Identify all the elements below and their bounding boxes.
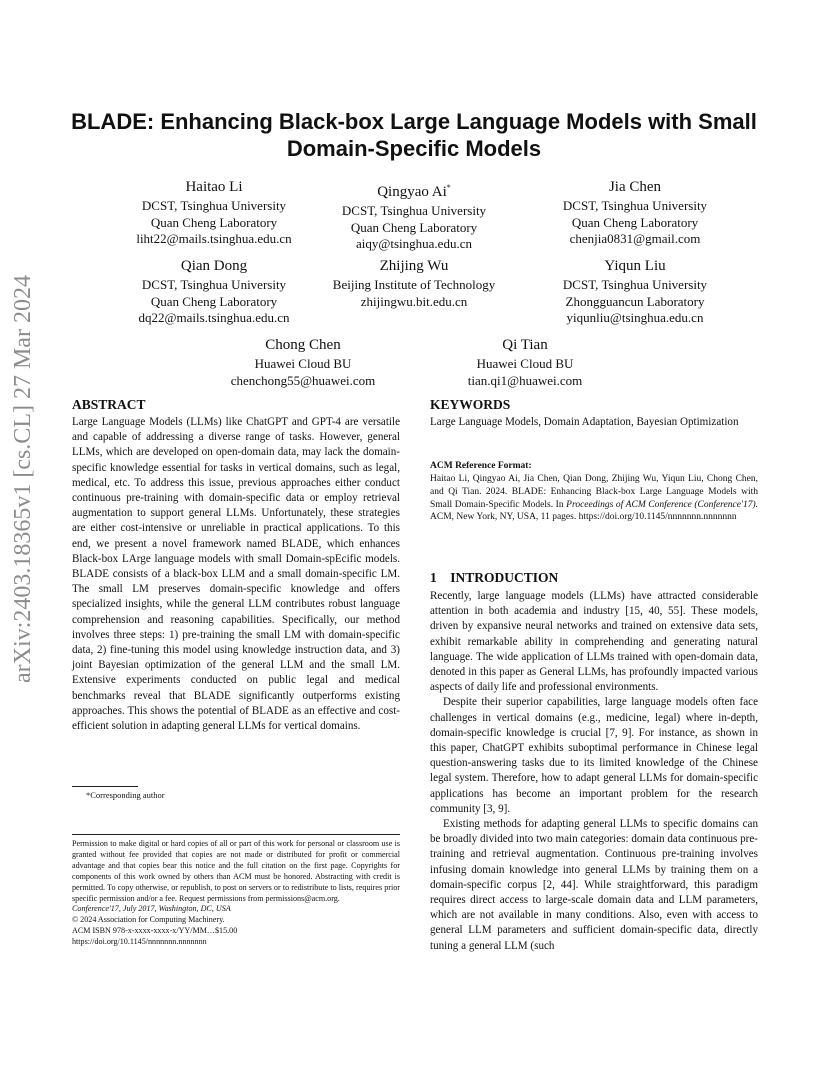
intro-paragraph: Recently, large language models (LLMs) have attracted considerable attention in both academia and industry [15, 40, 55]. These models, driven by expansive neural networks and trained on extensive data sets, exhibit remarkable ability in comprehending and generating natural language. The wide application of LLMs trained with open-domain data, denoted in this paper as General LLMs, has profoundly impacted various aspects of daily life and professional environments. [430, 590, 758, 694]
author-affiliation: Huawei Cloud BU [476, 356, 574, 371]
conference-line: Conference'17, July 2017, Washington, DC, USA [72, 904, 231, 914]
author-name: Qi Tian [502, 337, 548, 353]
author-affiliation: DCST, Tsinghua University [341, 203, 487, 218]
author-affiliation: DCST, Tsinghua University [141, 277, 287, 292]
author-affiliation: Zhongguancun Laboratory [565, 293, 705, 309]
author-affiliation: Quan Cheng Laboratory [571, 214, 699, 230]
author-affiliation: DCST, Tsinghua University [562, 277, 708, 292]
keywords-section [430, 396, 758, 430]
keywords-heading: KEYWORDS [430, 397, 511, 412]
title-line-2: Domain-Specific Models [286, 136, 542, 161]
author-name: Qian Dong [180, 258, 248, 274]
author-email: chenchong55@huawei.com [230, 372, 376, 388]
abstract-section [72, 396, 400, 734]
corresponding-author-mark: * [446, 183, 451, 192]
paper-title [60, 108, 768, 162]
author-name: Zhijing Wu [379, 258, 449, 274]
doi-link[interactable]: https://doi.org/10.1145/nnnnnnn.nnnnnnn [72, 937, 207, 947]
permission-block [72, 839, 400, 948]
permission-rule [72, 834, 400, 835]
author-email: chenjia0831@gmail.com [569, 231, 701, 246]
author-block [183, 336, 423, 389]
proceedings-title: Proceedings of ACM Conference (Conference'17). [566, 499, 758, 510]
introduction-heading: 1 INTRODUCTION [430, 570, 559, 585]
copyright-line: © 2024 Association for Computing Machinery. [72, 915, 225, 925]
acm-reference-section [430, 460, 758, 524]
intro-paragraph: Existing methods for adapting general LLMs to specific domains can be broadly divided into two main categories: domain data continuous pre-training and retrieval augmentation. Continuous pre-training involves infusing domain knowledge into general LLMs by training them on a domain-specific corpus [2, 44]. While straightforward, this paradigm requires direct access to large-scale domain data and LLM parameters, which are not available in many conditions. Also, even with access to general LLM parameters and sufficient domain-specific data, directly tuning a general LLM (such [430, 818, 758, 952]
author-block [515, 178, 755, 248]
author-email: tian.qi1@huawei.com [467, 372, 583, 388]
abstract-text: Large Language Models (LLMs) like ChatGPT and GPT-4 are versatile and capable of addressing a diverse range of tasks. However, general LLMs, which are developed on open-domain data, may lack the domain-specific knowledge essential for tasks in vertical domains, such as legal, medical, etc. To address this issue, previous approaches either conduct continuous pre-training with domain-specific data or employ retrieval augmentation to support general LLMs. Unfortunately, these strategies are either cost-intensive or unreliable in practical applications. To this end, we present a novel framework named BLADE, which enhances Black-box LArge language models with small Domain-spEcific models. BLADE consists of a black-box LLM and a small domain-specific LM. The small LM preserves domain-specific knowledge and offers specialized insights, while the general LLM contributes robust language comprehension and reasoning capabilities. Specifically, our method involves three steps: 1) pre-training the small LM with domain-specific data, 2) fine-tuning this model using knowledge instruction data, and 3) joint Bayesian optimization of the general LLM and the small LM. Extensive experiments conducted on public legal and medical benchmarks reveal that BLADE significantly outperforms existing approaches. This shows the potential of BLADE as an effective and cost-efficient solution in adapting general LLMs for vertical domains. [72, 416, 400, 733]
keywords-text: Large Language Models, Domain Adaptation, Bayesian Optimization [430, 416, 739, 428]
author-affiliation: DCST, Tsinghua University [141, 198, 287, 213]
author-email: aiqy@tsinghua.edu.cn [356, 236, 472, 251]
author-affiliation: Quan Cheng Laboratory [150, 214, 278, 230]
author-block [294, 178, 534, 253]
abstract-heading: ABSTRACT [72, 397, 146, 412]
arxiv-identifier-stamp: arXiv:2403.18365v1 [cs.CL] 27 Mar 2024 [10, 275, 36, 683]
author-name: Chong Chen [265, 337, 341, 353]
author-email: liht22@mails.tsinghua.edu.cn [136, 231, 292, 246]
author-block [515, 257, 755, 327]
author-affiliation: Quan Cheng Laboratory [150, 293, 278, 309]
author-affiliation: Quan Cheng Laboratory [350, 219, 478, 235]
introduction-section [430, 569, 758, 954]
author-name: Jia Chen [608, 179, 662, 195]
author-affiliation: DCST, Tsinghua University [562, 198, 708, 213]
author-affiliation: Beijing Institute of Technology [332, 277, 496, 292]
permission-text: Permission to make digital or hard copies of all or part of this work for personal or classroom use is granted without fee provided that copies are not made or distributed for profit or commercial advantage and that copies bear this notice and the full citation on the first page. Copyrights for components of this work owned by others than ACM must be honored. Abstracting with credit is permitted. To copy otherwise, or republish, to post on servers or to redistribute to lists, requires prior specific permission and/or a fee. Request permissions from permissions@acm.org. [72, 839, 400, 903]
footnote: *Corresponding author [86, 790, 165, 800]
author-name: Yiqun Liu [604, 258, 666, 274]
title-line-1: BLADE: Enhancing Black-box Large Language Models with Small [71, 109, 757, 134]
author-block [405, 336, 645, 389]
acm-reference-text: Haitao Li, Qingyao Ai, Jia Chen, Qian Dong, Zhijing Wu, Yiqun Liu, Chong Chen, and Qi Tian. 2024. BLADE: Enhancing Black-box Large Language Models with Small Domain-Specific Models. In Proceedings of ACM Conference (Conference'17). ACM, New York, NY, USA, 11 pages. https://doi.org/10.1145/nnnnnnn.nnnnnnn [430, 474, 758, 523]
footnote-rule [72, 786, 138, 787]
isbn-line: ACM ISBN 978-x-xxxx-xxxx-x/YY/MM…$15.00 [72, 926, 238, 936]
acm-reference-heading: ACM Reference Format: [430, 461, 532, 471]
author-email: dq22@mails.tsinghua.edu.cn [138, 310, 290, 325]
author-name: Haitao Li [185, 179, 243, 195]
author-name: Qingyao Ai* [377, 183, 451, 200]
author-block [294, 257, 534, 310]
author-email: yiqunliu@tsinghua.edu.cn [566, 310, 704, 325]
intro-paragraph: Despite their superior capabilities, large language models often face challenges in vertical domains (e.g., medicine, legal) where in-depth, domain-specific knowledge is crucial [7, 9]. For instance, as shown in this paper, ChatGPT exhibits suboptimal performance in Chinese legal question-answering tasks due to its limited knowledge of the Chinese legal system. Therefore, how to adapt general LLMs for domain-specific applications has become an important problem for the research community [3, 9]. [430, 696, 758, 815]
author-affiliation: Huawei Cloud BU [254, 356, 352, 371]
author-email: zhijingwu.bit.edu.cn [360, 293, 468, 309]
